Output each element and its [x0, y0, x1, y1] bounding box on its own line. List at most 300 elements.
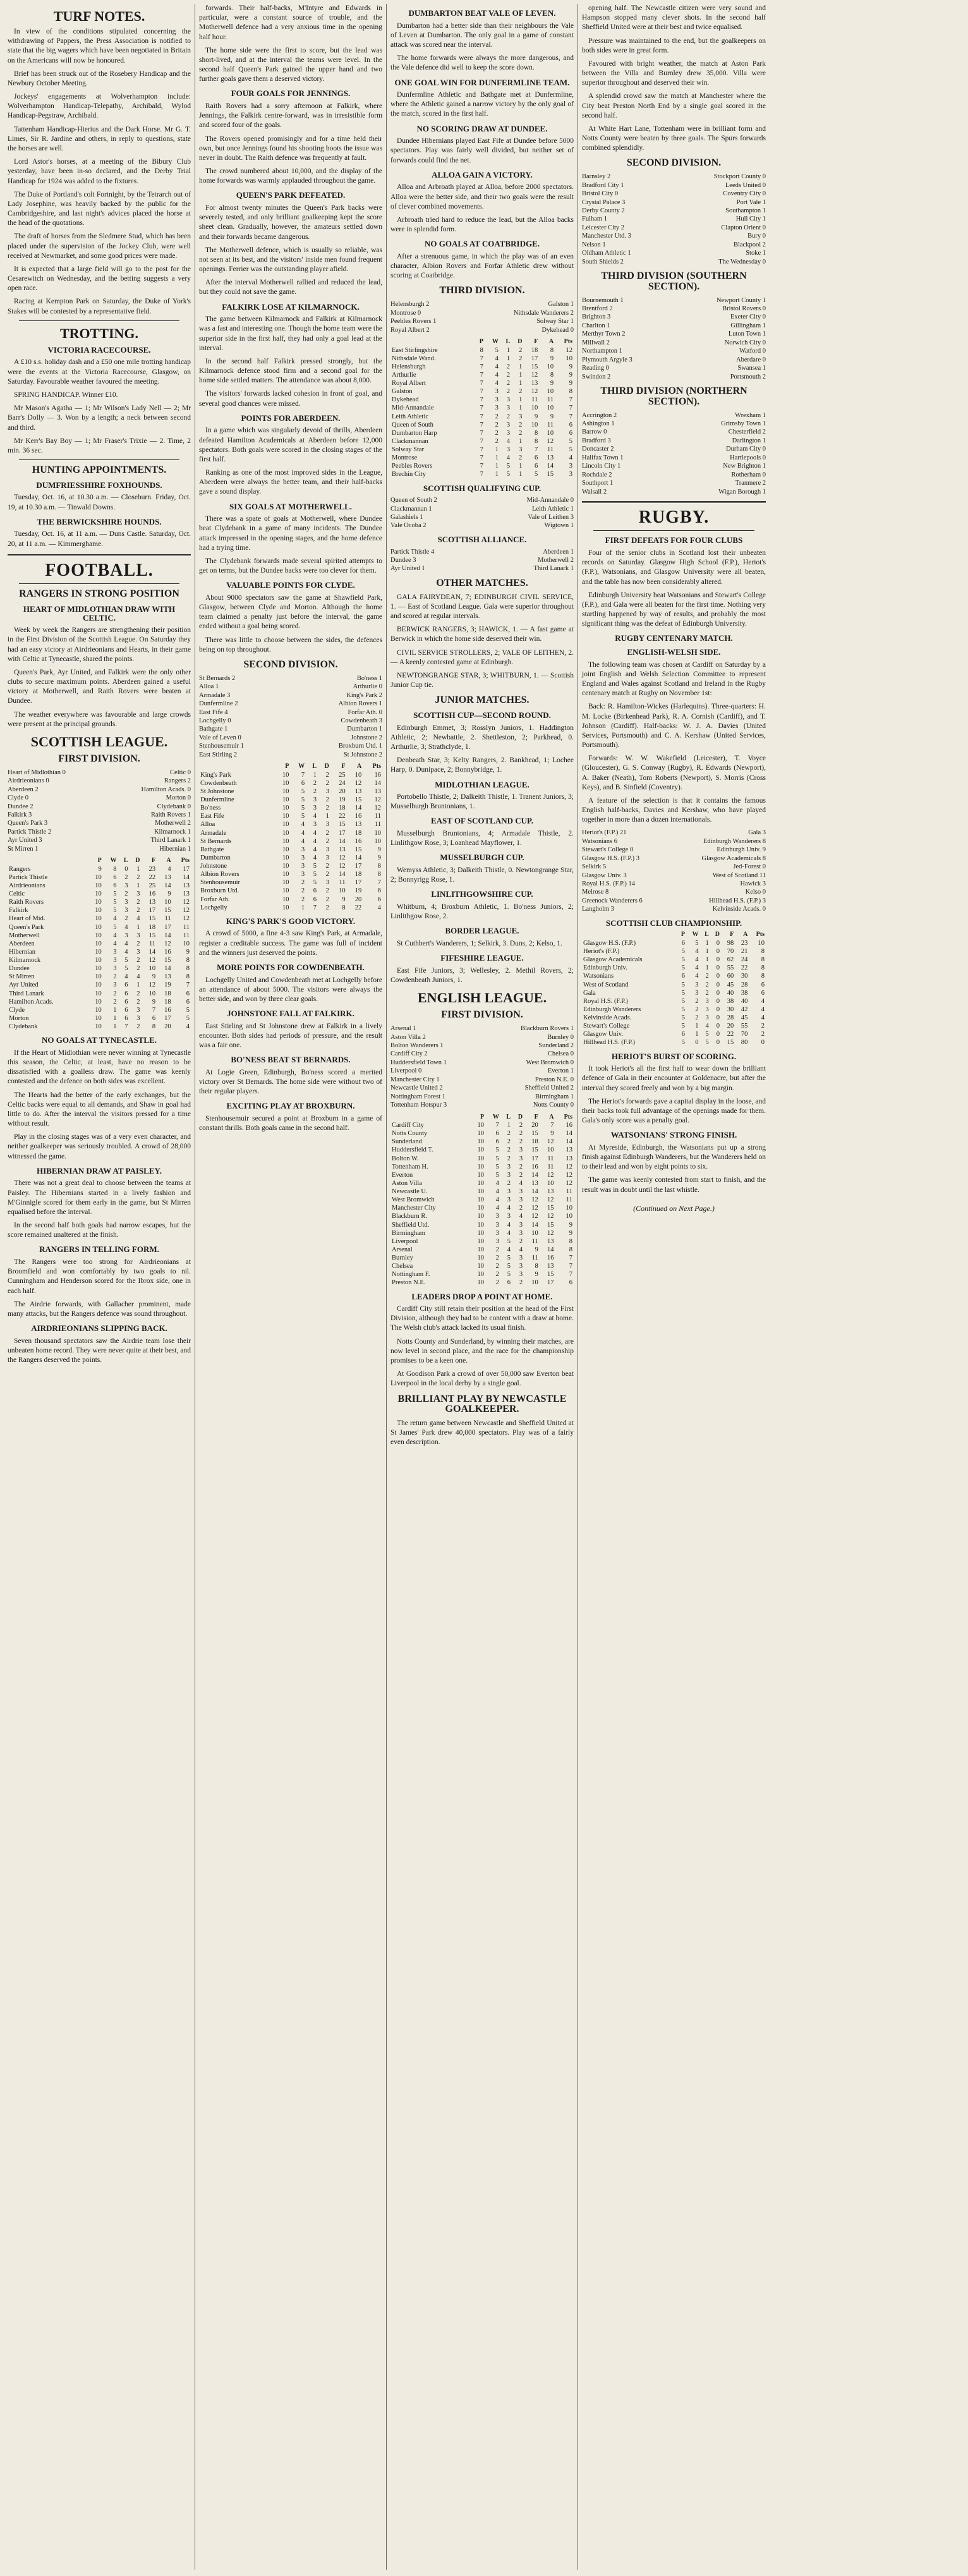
article-paragraph: forwards. Their half-backs, M'Intyre and Edwards in particular, were a constant source of trouble, and the Motherwell defence had a very anxious time in the opening half hour.	[199, 4, 382, 41]
article-paragraph: The Motherwell defence, which is usually so reliable, was not seen at its best, and the visitors' inside men found frequent openings. Ferrier was the outstanding player afield.	[199, 246, 382, 274]
table-cell: 19	[164, 981, 171, 989]
home-team: Tottenham Hotspur 3	[390, 1102, 447, 1109]
table-cell: 12	[547, 1171, 554, 1179]
table-cell: Albion Rovers	[200, 871, 239, 878]
table-cell: 10	[477, 1146, 485, 1154]
home-team: Glasgow Univ. 3	[582, 872, 627, 879]
table-cell: 7	[480, 404, 483, 412]
table-cell: 17	[164, 923, 171, 931]
table-cell: 23	[741, 939, 748, 947]
table-cell: 6	[113, 873, 117, 881]
table-cell: 25	[339, 771, 346, 779]
away-team: Chesterfield 2	[728, 428, 766, 436]
table-cell: 14	[339, 837, 346, 845]
away-team: Sheffield United 2	[524, 1084, 574, 1092]
home-team: Bathgate 1	[199, 726, 228, 733]
table-cell: 2	[325, 887, 329, 895]
table-cell: Edinburgh Wanderers	[583, 1005, 641, 1013]
column-header: W	[492, 338, 499, 346]
result-row	[582, 198, 766, 207]
table-cell: 3	[507, 1171, 511, 1179]
subheading: DUMFRIESSHIRE FOXHOUNDS.	[36, 480, 162, 490]
table-cell: 10	[531, 1229, 538, 1237]
table-cell: 6	[761, 989, 765, 997]
home-team: Swindon 2	[582, 373, 611, 380]
table-cell: 1	[519, 437, 523, 445]
table-cell: 13	[183, 882, 190, 889]
table-cell: 2	[519, 429, 523, 437]
table-cell: 0	[716, 973, 720, 980]
table-cell: 5	[301, 813, 305, 820]
table-cell: 3	[136, 932, 140, 939]
table-cell: 2	[695, 997, 699, 1005]
table-cell: 9	[535, 1246, 538, 1253]
table-cell: 1	[519, 404, 523, 412]
away-team: Wigtown 1	[544, 522, 574, 530]
table-cell: Gala	[583, 989, 596, 997]
table-cell: 14	[164, 965, 171, 973]
table-cell: 2	[519, 1279, 523, 1287]
results-list	[582, 296, 766, 381]
table-cell: Airdrieonians	[9, 882, 45, 889]
article-paragraph: A crowd of 5000, a fine 4-3 saw King's Park, at Armadale, register a creditable success. The game was full of incident and the winners just deserved the points.	[199, 930, 382, 957]
table-cell: 12	[547, 1213, 554, 1220]
table-row	[390, 387, 574, 396]
table-cell: 13	[354, 787, 362, 795]
table-cell: 10	[95, 940, 102, 947]
article-paragraph: The Heriot's forwards gave a capital display in the loose, and their backs took full advantage of the openings made for them. Gala's only score was a penalty goal.	[582, 1097, 766, 1125]
headline: JOHNSTONE FALL AT FALKIRK.	[227, 1009, 354, 1019]
headline: OTHER MATCHES.	[436, 577, 528, 588]
article-paragraph: GALA FAIRYDEAN, 7; EDINBURGH CIVIL SERVICE, 1. — East of Scotland League. Gala were superior throughout and scored at regular intervals.	[390, 593, 574, 620]
table-cell: 5	[507, 1263, 511, 1270]
table-cell: 1	[495, 471, 499, 478]
away-team: Motherwell 2	[155, 820, 191, 827]
table-cell: 4	[495, 1179, 499, 1187]
article-paragraph: In the second half both goals had narrow escapes, but the score remained unaltered at the finish.	[8, 1222, 191, 1239]
table-cell: 0	[716, 1039, 720, 1047]
table-cell: 3	[301, 846, 305, 853]
table-cell: 10	[477, 1221, 485, 1229]
result-row	[8, 836, 191, 844]
article-paragraph: BERWICK RANGERS, 3; HAWICK, 1. — A fast game at Berwick in which the home side deserved their win.	[390, 626, 574, 643]
result-row	[582, 232, 766, 240]
table-cell: 8	[186, 973, 190, 981]
table-cell: 38	[727, 997, 734, 1005]
table-cell: 5	[681, 964, 685, 972]
table-cell: 2	[124, 873, 128, 881]
column-header: Pts	[756, 931, 765, 939]
table-cell: 1	[495, 446, 499, 454]
table-cell: 8	[186, 965, 190, 973]
table-cell: 2	[519, 1171, 523, 1179]
table-cell: 20	[354, 896, 362, 903]
table-cell: 10	[547, 404, 554, 412]
home-team: Halifax Town 1	[582, 454, 624, 461]
result-row	[199, 700, 382, 708]
table-cell: 4	[124, 948, 128, 956]
table-cell: 15	[339, 821, 346, 829]
turf-notes-heading: TURF NOTES.	[53, 8, 145, 24]
table-cell: 24	[339, 779, 346, 787]
headline: KING'S PARK'S GOOD VICTORY.	[226, 916, 356, 926]
headline: ONE GOAL WIN FOR DUNFERMLINE TEAM.	[394, 77, 570, 87]
table-cell: 3	[519, 413, 523, 420]
table-row	[390, 1237, 574, 1246]
table-row	[390, 1188, 574, 1196]
table-cell: 12	[547, 1138, 554, 1146]
table-cell: Broxburn Utd.	[200, 887, 239, 895]
table-cell: 8	[377, 871, 381, 878]
headline: NO GOALS AT TYNECASTLE.	[41, 1035, 157, 1045]
home-team: Partick Thistle 4	[390, 548, 435, 556]
table-cell: 8	[535, 429, 538, 437]
home-team: Montrose 0	[390, 309, 421, 317]
article-paragraph: East Fife Juniors, 3; Wellesley, 2. Methil Rovers, 2; Cowdenbeath Juniors, 1.	[390, 966, 574, 985]
table-cell: 4	[495, 371, 499, 379]
table-cell: 11	[547, 421, 554, 428]
subheading: ENGLISH-WELSH SIDE.	[627, 647, 721, 657]
home-team: Alloa 1	[199, 683, 219, 691]
home-team: Liverpool 0	[390, 1067, 422, 1075]
table-cell: 2	[519, 1122, 523, 1129]
table-cell: 10	[477, 1205, 485, 1212]
away-team: Dykehead 0	[541, 326, 574, 334]
table-cell: 7	[480, 363, 483, 370]
article-paragraph: The crowd numbered about 10,000, and the display of the home forwards was warmly applauded throughout the game.	[199, 167, 382, 185]
column-header: L	[705, 931, 709, 939]
home-team: Bournemouth 1	[582, 296, 624, 304]
column-header: A	[548, 338, 554, 346]
table-cell: 1	[136, 923, 140, 931]
home-team: Melrose 8	[582, 889, 609, 896]
table-cell: 5	[495, 1171, 499, 1179]
table-row	[199, 787, 382, 796]
table-cell: 12	[547, 437, 554, 445]
table-cell: 5	[495, 1146, 499, 1154]
table-row	[390, 379, 574, 387]
table-cell: 3	[507, 1196, 511, 1204]
result-row	[390, 317, 574, 325]
table-row	[390, 363, 574, 371]
divider	[19, 459, 179, 460]
headline: SCOTTISH QUALIFYING CUP.	[423, 483, 541, 493]
table-cell: East Stirlingshire	[392, 346, 438, 354]
result-row	[582, 897, 766, 905]
league-table	[390, 338, 574, 479]
table-cell: Queen's Park	[9, 923, 44, 931]
article-paragraph: Queen's Park, Ayr United, and Falkirk were the only other clubs to secure maximum points. Aberdeen gained a useful victory at Motherwell, and Raith Rovers were beaten at Dundee.	[8, 668, 191, 705]
table-cell: 14	[354, 805, 362, 812]
away-team: Edinburgh Wanderers 8	[703, 837, 766, 845]
table-cell: 3	[495, 396, 499, 404]
table-cell: 10	[95, 890, 102, 898]
away-team: King's Park 2	[346, 691, 382, 699]
table-cell: 2	[495, 421, 499, 428]
table-cell: 5	[124, 957, 128, 964]
table-cell: 10	[547, 1146, 554, 1154]
table-cell: 8	[761, 956, 765, 964]
table-row	[390, 346, 574, 355]
table-cell: 2	[301, 879, 305, 887]
table-cell: 2	[695, 1005, 699, 1013]
away-team: Rangers 2	[164, 777, 191, 785]
away-team: Blackpool 2	[733, 241, 766, 248]
table-cell: 6	[681, 973, 685, 980]
subheading: SCOTTISH CUP—SECOND ROUND.	[413, 710, 551, 720]
table-cell: Third Lanark	[9, 990, 44, 997]
home-team: Newcastle United 2	[390, 1084, 443, 1092]
column-header: Pts	[564, 338, 572, 346]
away-team: Preston N.E. 0	[535, 1076, 574, 1083]
article-paragraph: The game was keenly contested from start to finish, and the result was in doubt until the last whistle.	[582, 1176, 766, 1194]
table-cell: 2	[519, 346, 523, 354]
headline: SIX GOALS AT MOTHERWELL.	[229, 501, 353, 511]
headline: AIRDRIEONIANS SLIPPING BACK.	[31, 1323, 167, 1334]
table-row	[582, 1014, 766, 1022]
table-cell: 17	[339, 829, 346, 837]
table-cell: 10	[282, 904, 289, 911]
home-team: Brentford 2	[582, 305, 613, 313]
table-cell: 3	[519, 1188, 523, 1195]
home-team: St Mirren 1	[8, 845, 39, 853]
table-cell: 3	[695, 981, 699, 988]
table-cell: Watsonians	[583, 973, 614, 980]
article-paragraph: Back: R. Hamilton-Wickes (Harlequins). Three-quarters: H. M. Locke (Birkenhead Park), R. A. Cornish (Cardiff), and T. Johnson (Cardiff). Half-backs: W. J. A. Davies (United Services, Portsmouth) and C. A. Kershaw (United Services, Portsmouth).	[582, 703, 766, 750]
table-cell: 13	[164, 873, 171, 881]
table-cell: 10	[758, 939, 765, 947]
table-cell: 5	[301, 787, 305, 795]
home-team: Charlton 1	[582, 322, 610, 329]
article-paragraph: Tuesday, Oct. 16, at 10.30 a.m. — Closeburn. Friday, Oct. 19, at 10.30 a.m. — Tinwald Downs.	[8, 494, 191, 511]
table-cell: 3	[124, 907, 128, 914]
home-team: East Fife 4	[199, 708, 228, 716]
column-header: L	[123, 857, 128, 865]
table-row	[390, 1254, 574, 1262]
table-cell: 10	[477, 1213, 485, 1220]
table-cell: 10	[148, 965, 156, 973]
table-cell: 13	[531, 1179, 538, 1187]
home-team: Langholm 3	[582, 906, 615, 913]
headline: HERIOT'S BURST OF SCORING.	[611, 1051, 737, 1061]
home-team: Bolton Wanderers 1	[390, 1042, 444, 1049]
table-cell: 1	[519, 380, 523, 387]
away-team: Broxburn Utd. 1	[338, 743, 382, 750]
table-row	[199, 796, 382, 804]
table-cell: 12	[148, 981, 156, 989]
article-paragraph: Mr Kerr's Bay Boy — 1; Mr Fraser's Trixie — 2. Time, 2 min. 36 sec.	[8, 437, 191, 454]
article-paragraph: Musselburgh Bruntonians, 4; Armadale Thistle, 2. Linlithgow Rose, 3; Loanhead Mayflower, 1.	[390, 830, 574, 848]
result-row	[582, 829, 766, 837]
table-cell: 7	[480, 371, 483, 379]
away-team: Bo'ness 1	[356, 674, 382, 682]
table-cell: 1	[113, 1014, 117, 1022]
table-cell: 15	[531, 1130, 538, 1138]
table-cell: 1	[519, 463, 523, 470]
away-team: Motherwell 2	[538, 556, 574, 564]
table-cell: 11	[531, 396, 538, 404]
home-team: Vale of Leven 0	[199, 734, 241, 741]
table-cell: 3	[519, 1196, 523, 1204]
table-cell: 4	[519, 1213, 523, 1220]
column-header: P	[479, 338, 483, 346]
table-row	[199, 779, 382, 787]
table-row	[582, 972, 766, 980]
article-paragraph: A splendid crowd saw the match at Manchester where the City beat Preston North End by a single goal scored in the second half.	[582, 92, 766, 119]
table-cell: 3	[495, 388, 499, 396]
table-row	[390, 1204, 574, 1212]
table-cell: 10	[374, 829, 381, 837]
table-cell: 3	[519, 446, 523, 454]
column-2	[195, 4, 387, 2570]
table-cell: Bolton W.	[392, 1155, 419, 1162]
home-team: Barrow 0	[582, 428, 607, 436]
table-cell: 3	[506, 396, 511, 404]
article-paragraph: If the Heart of Midlothian were never winning at Tynecastle this season, the Celtic, at least, have no reason to be dissatisfied with a goalless draw. The game was keenly contested and the defence on both sides was excellent.	[8, 1048, 191, 1086]
table-cell: 2	[506, 363, 511, 370]
table-cell: 16	[164, 948, 171, 956]
headline: BO'NESS BEAT ST BERNARDS.	[231, 1055, 351, 1065]
league-table	[199, 763, 382, 912]
table-cell: Montrose	[392, 454, 418, 462]
table-cell: Tottenham H.	[392, 1163, 428, 1170]
table-cell: 45	[741, 1014, 748, 1022]
table-cell: 15	[531, 363, 538, 370]
table-row	[390, 1138, 574, 1146]
table-cell: 0	[716, 989, 720, 997]
table-cell: Alloa	[200, 821, 215, 829]
table-cell: 11	[531, 1237, 538, 1245]
article-paragraph: The Duke of Portland's colt Fortnight, by the Tetrarch out of Lady Josephine, was heavily backed by the public for the Cambridgeshire, and last night's advices placed the horse at the head of the quotations.	[8, 190, 191, 228]
table-row	[8, 882, 191, 890]
table-cell: 0	[716, 981, 720, 988]
table-cell: 20	[727, 1023, 734, 1030]
table-cell: 5	[506, 471, 511, 478]
table-cell: 10	[477, 1188, 485, 1195]
result-row	[199, 742, 382, 750]
away-team: Gillingham 1	[730, 322, 766, 329]
table-cell: 4	[124, 973, 128, 981]
table-row	[8, 1006, 191, 1014]
away-team: Aberdeen 1	[543, 548, 574, 556]
table-row	[8, 973, 191, 981]
article-paragraph: Mr Mason's Agatha — 1; Mr Wilson's Lady Nell — 2; Mr Barr's Dolly — 3. Won by a length; a neck between second and third.	[8, 404, 191, 432]
table-cell: 4	[506, 454, 511, 462]
away-team: Newport County 1	[716, 296, 766, 304]
table-cell: Stenhousemuir	[200, 879, 240, 887]
table-cell: 30	[741, 973, 748, 980]
table-cell: 2	[113, 973, 117, 981]
result-row	[8, 819, 191, 827]
table-row	[390, 1196, 574, 1204]
away-team: Luton Town 1	[728, 331, 766, 338]
table-cell: 5	[113, 890, 117, 898]
table-cell: Solway Star	[392, 446, 425, 454]
table-cell: 10	[148, 990, 156, 997]
table-cell: 2	[325, 771, 329, 779]
table-row	[199, 854, 382, 862]
table-cell: 3	[301, 871, 305, 878]
table-cell: 5	[313, 863, 317, 870]
table-row	[199, 804, 382, 812]
table-cell: 11	[566, 1188, 572, 1195]
headline: ALLOA GAIN A VICTORY.	[432, 169, 533, 179]
table-cell: Dumbarton	[200, 854, 231, 861]
away-team: Hull City 1	[735, 216, 766, 223]
table-cell: Falkirk	[9, 907, 28, 914]
results-list	[390, 300, 574, 334]
home-team: Derby County 2	[582, 207, 625, 214]
table-cell: Clackmannan	[392, 437, 428, 445]
table-cell: 55	[741, 1023, 748, 1030]
column-header: P	[480, 1113, 485, 1121]
article-paragraph: In view of the conditions stipulated concerning the withdrawing of Pappers, the Press Association is notified to state that the big wagers which have been negotiated in Britain on the Americans will now be honoured.	[8, 28, 191, 64]
table-cell: 22	[741, 964, 748, 972]
table-cell: 2	[124, 915, 128, 923]
table-cell: 70	[741, 1031, 748, 1038]
table-cell: Arsenal	[392, 1246, 413, 1253]
home-team: Oldham Athletic 1	[582, 250, 631, 257]
table-cell: 15	[531, 1146, 538, 1154]
table-row	[390, 421, 574, 429]
table-cell: 4	[301, 829, 305, 837]
table-cell: 7	[550, 1122, 554, 1129]
away-team: Mid-Annandale 0	[526, 497, 574, 504]
table-cell: 4	[377, 904, 381, 911]
table-cell: 14	[354, 854, 362, 861]
home-team: Royal Albert 2	[390, 326, 430, 334]
table-cell: Glasgow Univ.	[583, 1031, 623, 1038]
table-cell: 6	[535, 463, 538, 470]
results-list	[8, 769, 191, 853]
table-row	[582, 964, 766, 972]
table-cell: 13	[531, 380, 538, 387]
table-cell: 8	[186, 957, 190, 964]
table-cell: Nithsdale Wand.	[392, 355, 436, 362]
table-cell: Johnstone	[200, 863, 227, 870]
column-header: W	[298, 763, 305, 770]
table-cell: 5	[681, 1014, 685, 1022]
table-cell: 7	[313, 904, 317, 911]
table-cell: 9	[550, 413, 554, 420]
table-cell: 12	[164, 940, 171, 947]
result-row	[390, 1050, 574, 1058]
table-cell: 5	[681, 997, 685, 1005]
article-paragraph: St Cuthbert's Wanderers, 1; Selkirk, 3. Duns, 2; Kelso, 1.	[397, 940, 562, 948]
headline: HIBERNIAN DRAW AT PAISLEY.	[37, 1165, 162, 1176]
article-paragraph: Tuesday, Oct. 16, at 11 a.m. — Duns Castle. Saturday, Oct. 20, at 11 a.m. — Kimmerghame.	[8, 530, 191, 548]
table-cell: 6	[301, 779, 305, 787]
table-cell: 3	[495, 1229, 499, 1237]
table-cell: 7	[480, 446, 483, 454]
headline: POINTS FOR ABERDEEN.	[241, 413, 341, 423]
table-cell: 8	[342, 904, 346, 911]
table-cell: 2	[136, 907, 140, 914]
result-row	[582, 420, 766, 428]
away-team: Clapton Orient 0	[721, 224, 766, 231]
table-cell: 3	[325, 879, 329, 887]
table-cell: 55	[727, 964, 734, 972]
table-cell: 3	[325, 821, 329, 829]
home-team: Dunfermline 2	[199, 700, 238, 708]
article-paragraph: Wemyss Athletic, 3; Dalkeith Thistle, 0. Newtongrange Star, 2; Bonnyrigg Rose, 1.	[390, 866, 574, 884]
table-cell: Helensburgh	[392, 363, 426, 370]
table-cell: 6	[124, 990, 128, 997]
article-paragraph: Brief has been struck out of the Rosebery Handicap and the Newbury October Meeting.	[8, 70, 191, 87]
table-cell: 15	[164, 957, 171, 964]
table-cell: 12	[566, 1163, 572, 1170]
table-cell: 10	[477, 1271, 485, 1279]
